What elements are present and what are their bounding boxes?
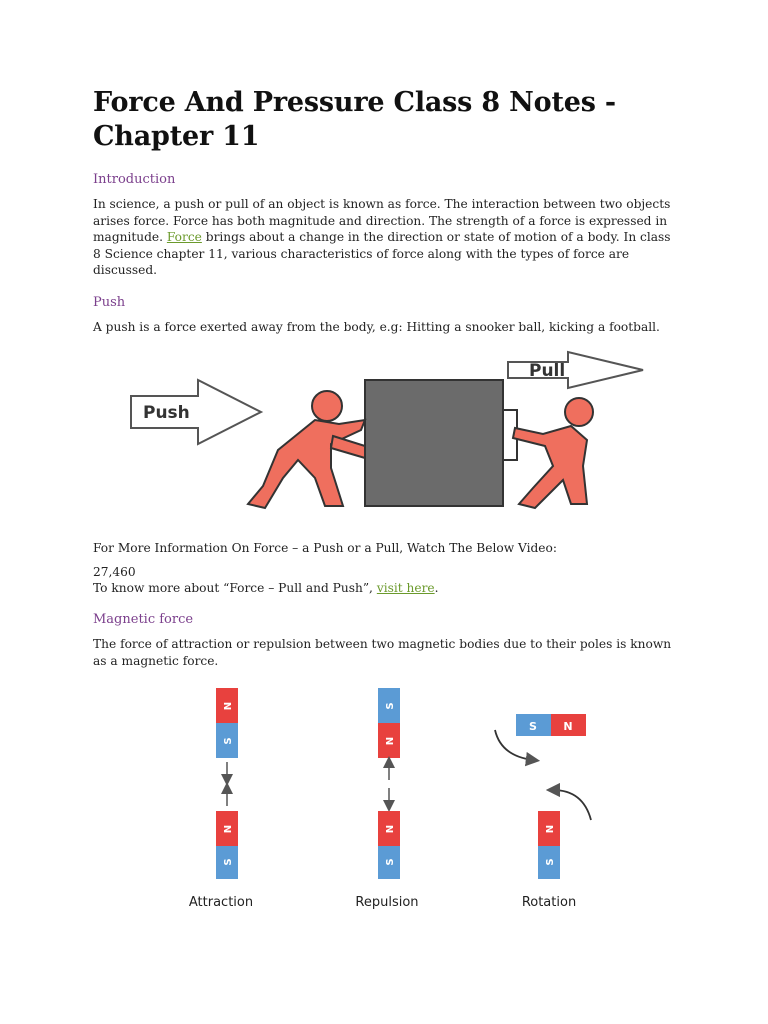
video-info-text: For More Information On Force – a Push or a Pull, Watch The Below Video: (93, 541, 557, 555)
force-link[interactable]: Force (166, 230, 202, 245)
box-shape (365, 380, 503, 506)
push-pull-illustration (93, 348, 663, 518)
pole-label: N (385, 824, 396, 834)
attraction-group (189, 688, 253, 910)
rotation-group (495, 714, 591, 910)
magnetic-force-paragraph: The force of attraction or repulsion between two magnetic bodies due to their poles is known as a magnetic force. (93, 637, 672, 668)
video-views-count: 27,460 (93, 565, 136, 579)
pull-arrow-label: Pull (529, 361, 566, 381)
repulsion-label: Repulsion (355, 895, 419, 910)
repulsion-group (355, 688, 418, 910)
pole-label: N (545, 824, 556, 834)
pole-label: S (385, 702, 396, 710)
page-title: Force And Pressure Class 8 Notes - Chapter 11 (93, 87, 616, 152)
more-info-end: . (434, 581, 439, 595)
pole-label: S (223, 858, 234, 866)
pole-label: S (385, 858, 396, 866)
pole-label: N (223, 824, 234, 834)
pole-label: N (223, 701, 234, 711)
intro-text-start: In science, a push or pull of an object is known as force. The interaction between two objects arises force. Force has both magnitude and direction. The strength of a force is expressed in magnitude. (93, 197, 671, 245)
pulling-person-icon (513, 398, 593, 508)
magnetic-force-illustration (183, 686, 603, 916)
more-info-start: To know more about “Force – Pull and Push”, (93, 581, 377, 595)
pole-label: S (223, 737, 234, 745)
pole-label: S (529, 720, 537, 733)
push-arrow-label: Push (143, 403, 190, 423)
push-heading: Push (93, 295, 126, 310)
introduction-heading: Introduction (93, 172, 176, 187)
magnetic-force-heading: Magnetic force (93, 612, 194, 627)
visit-here-link[interactable]: visit here (376, 581, 435, 595)
rotation-label: Rotation (521, 895, 577, 910)
pole-label: N (385, 736, 396, 746)
intro-text-end: brings about a change in the direction or state of motion of a body. In class 8 Science chapter 11, various characteristics of force along with the types of force are discussed. (93, 230, 671, 278)
pushing-person-icon (248, 391, 365, 508)
pole-label: N (563, 720, 573, 733)
more-info-text (93, 580, 673, 597)
attraction-label: Attraction (188, 895, 254, 910)
push-paragraph: A push is a force exerted away from the body, e.g: Hitting a snooker ball, kicking a football. (93, 320, 660, 334)
introduction-paragraph (93, 196, 673, 279)
pole-label: S (545, 858, 556, 866)
